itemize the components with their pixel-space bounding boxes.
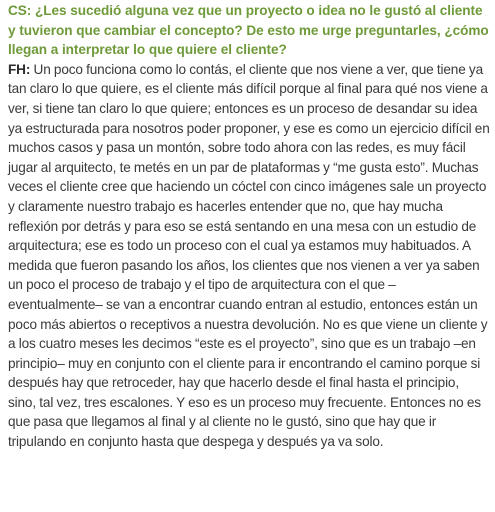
interview-excerpt [8, 1, 490, 452]
interview-answer [8, 60, 490, 452]
interview-question: CS: ¿Les sucedió alguna vez que un proyecto o idea no le gustó al cliente y tuvieron que cambiar el concepto? De esto me urge preguntarles, ¿cómo llegan a interpretar lo que quiere el cliente? [8, 3, 489, 58]
answer-speaker: FH: [8, 61, 31, 77]
answer-text: Un poco funciona como lo contás, el cliente que nos viene a ver, que tiene ya tan claro lo que quiere, es el cliente más difícil porque al final para qué nos viene a ver, si tiene tan claro lo que quiere; entonces es un proceso de desandar su idea ya estructurada para nosotros poder proponer, y ese es como un ejercicio difícil en muchos casos y pasa un montón, sobre todo ahora con las redes, es muy fácil jugar al arquitecto, te metés en un par de plataformas y “me gusta esto”. Muchas veces el cliente cree que haciendo un cóctel con cinco imágenes sale un proyecto y claramente nuestro trabajo es hacerles entender que no, que hay mucha reflexión por detrás y para eso se está sentando en una mesa con un estudio de arquitectura; ese es todo un proceso con el cual ya estamos muy habituados. A medida que fueron pasando los años, los clientes que nos vienen a ver ya saben un poco el proceso de trabajo y el tipo de arquitectura con el que –eventualmente– se van a encontrar cuando entran al estudio, entonces están un poco más abiertos o receptivos a nuestra devolución. No es que viene un cliente y a los cuatro meses les decimos “este es el proyecto”, sino que es un trabajo –en principio– muy en conjunto con el cliente para ir encontrando el camino porque si después hay que retroceder, hay que hacerlo desde el final hasta el principio, sino, tal vez, tres escalones. Y eso es un proceso muy frecuente. Entonces no es que pasa que llegamos al final y al cliente no le gustó, sino que hay que ir tripulando en conjunto hasta que despega y después ya va solo. [8, 61, 490, 450]
